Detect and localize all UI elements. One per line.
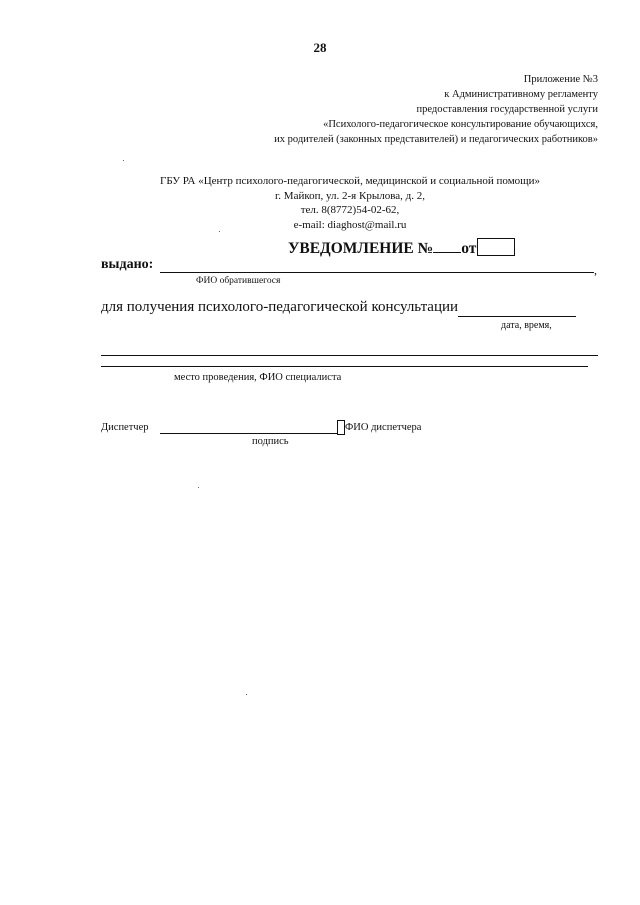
- appendix-line-2: к Административному регламенту: [444, 89, 598, 100]
- notice-from-label: от: [461, 240, 477, 257]
- organization-address: г. Майкоп, ул. 2-я Крылова, д. 2,: [275, 189, 425, 202]
- appendix-line-4: «Психолого-педагогическое консультирование обучающихся,: [323, 119, 598, 130]
- page-number: 28: [313, 40, 327, 55]
- organization-name: ГБУ РА «Центр психолого-педагогической, медицинской и социальной помощи»: [159, 175, 541, 187]
- issued-label: выдано:: [101, 257, 154, 272]
- place-caption: место проведения, ФИО специалиста: [174, 372, 342, 383]
- appendix-line-5: их родителей (законных представителей) и педагогических работников»: [274, 134, 598, 145]
- scan-speck: [123, 160, 124, 161]
- organization-email: e-mail: diaghost@mail.ru: [293, 218, 407, 231]
- notice-number-field: [433, 252, 461, 253]
- dispatcher-label: Диспетчер: [101, 422, 149, 433]
- scan-speck: [198, 487, 199, 488]
- dispatcher-box: [337, 420, 345, 435]
- consultation-datetime-line: [458, 316, 576, 317]
- organization-block: [0, 174, 640, 232]
- scan-speck: [246, 694, 247, 695]
- dispatcher-fio-caption: ФИО диспетчера: [345, 422, 422, 433]
- signature-caption: подпись: [252, 436, 289, 447]
- notice-title-text: УВЕДОМЛЕНИЕ №: [288, 240, 434, 257]
- place-line-1: [101, 355, 598, 356]
- organization-phone: тел. 8(8772)54-02-62,: [300, 204, 400, 216]
- datetime-caption: дата, время,: [501, 320, 552, 331]
- place-line-2: [101, 366, 588, 367]
- issued-comma: ,: [594, 263, 597, 277]
- dispatcher-signature-line: [160, 433, 337, 434]
- issued-name-line: [160, 272, 594, 273]
- applicant-fio-caption: ФИО обратившегося: [196, 276, 281, 286]
- scan-speck: [219, 231, 220, 232]
- appendix-line-3: предоставления государственной услуги: [416, 104, 598, 115]
- notice-date-box: [477, 238, 515, 256]
- notice-title: [288, 238, 515, 258]
- appendix-header: [238, 72, 598, 147]
- appendix-line-1: Приложение №3: [523, 74, 598, 85]
- consultation-text: для получения психолого-педагогической консультации: [101, 299, 459, 315]
